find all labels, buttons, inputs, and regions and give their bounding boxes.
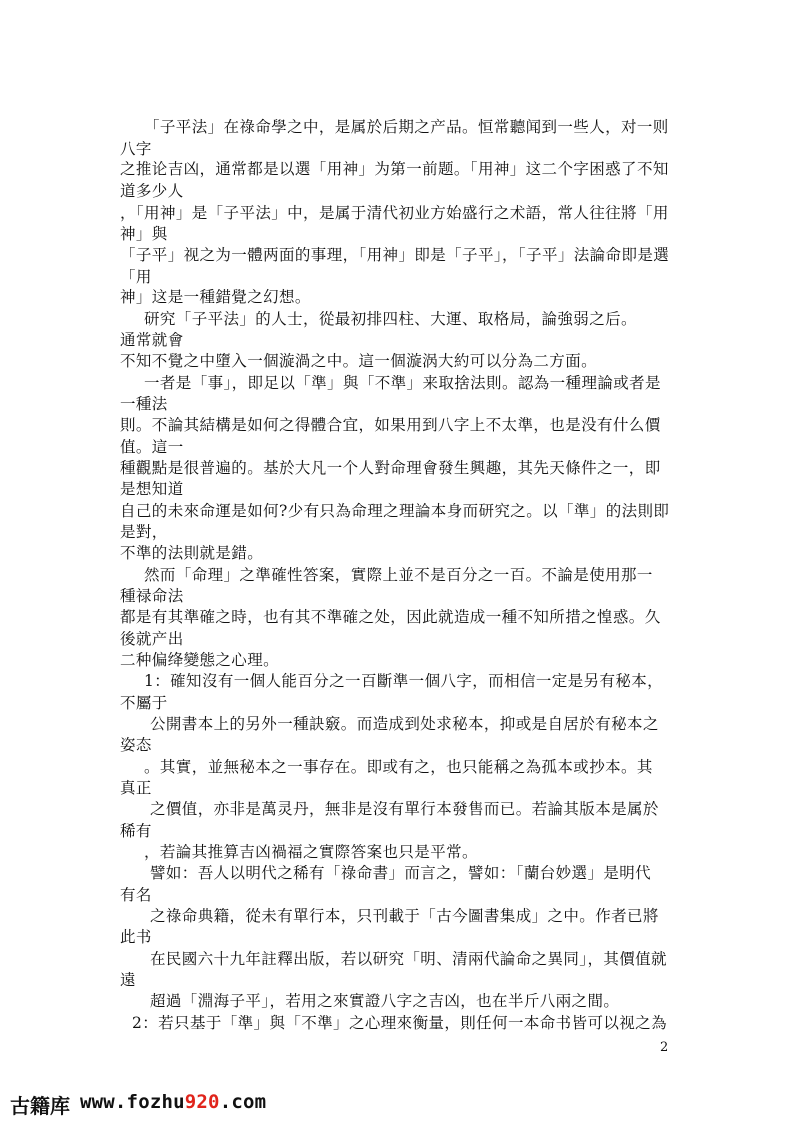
text-line: 「子平法」在祿命學之中，是属於后期之产品。恒常聽闻到一些人，对一则 — [144, 118, 669, 136]
text-line: 一者是「事」，即足以「準」與「不準」来取捨法則。認為一種理論或者是 — [144, 374, 661, 392]
text-line: 之祿命典籍，從未有單行本，只刊載于「古今圖書集成」之中。作者已將 — [150, 907, 659, 925]
text-line: 不屬于 — [120, 694, 168, 712]
text-line: 自己的未來命運是如何?少有只為命理之理論本身而研究之。以「準」的法則即 — [120, 502, 670, 520]
text-line: ，「用神」是「子平法」中，是属于清代初业方始盛行之术語，常人往往將「用 — [120, 204, 669, 222]
text-line: 是想知道 — [120, 480, 184, 498]
text-line: 然而「命理」之準確性答案，實際上並不是百分之一百。不論是使用那一 — [144, 566, 653, 584]
text-line: 1：確知沒有一個人能百分之一百斷準一個八字，而相信一定是另有秘本， — [144, 672, 664, 690]
text-line: 神」與 — [120, 225, 168, 243]
text-line: 二种偏绛變態之心理。 — [120, 651, 280, 669]
text-line: 。其實，並無秘本之一事存在。即或有之，也只能稱之為孤本或抄本。其 — [144, 758, 653, 776]
text-line: 不知不覺之中墮入一個漩渦之中。這一個漩涡大約可以分為二方面。 — [120, 352, 598, 370]
text-line: 有名 — [120, 886, 152, 904]
text-line: 真正 — [120, 779, 152, 797]
url-highlight: 920 — [184, 1091, 220, 1113]
text-line: 超過「淵海子平」，若用之來實證八字之吉凶，也在半斤八兩之間。 — [150, 992, 620, 1010]
text-line: 研究「子平法」的人士，從最初排四柱、大運、取格局，論強弱之后。 — [144, 310, 637, 328]
text-line: 譬如：吾人以明代之稀有「祿命書」而言之，譬如：「蘭台妙選」是明代 — [150, 864, 652, 882]
text-line: 公開書本上的另外一種訣竅。而造成到处求秘本，抑或是自居於有秘本之 — [150, 715, 659, 733]
url-suffix: .com — [219, 1091, 267, 1113]
text-line: 2：若只基于「準」與「不準」之心理來衡量，則任何一本命书皆可以视之為 — [132, 1014, 667, 1032]
text-line: 遠 — [120, 971, 136, 989]
page-number: 2 — [660, 1040, 669, 1055]
text-line: 此书 — [120, 928, 152, 946]
site-url[interactable] — [80, 1091, 266, 1113]
text-line: 之推论吉凶，通常都是以選「用神」为第一前题。「用神」这二个字困惑了不知 — [120, 160, 669, 178]
text-line: 在民國六十九年註釋出版，若以研究「明、清兩代論命之異同」，其價值就 — [150, 950, 667, 968]
text-line: 則。不論其結構是如何之得體合宜，如果用到八字上不太準，也是没有什么價 — [120, 416, 661, 434]
text-line: 八字 — [120, 140, 152, 158]
text-line: 道多少人 — [120, 182, 184, 200]
site-name-logo: 古籍库 — [10, 1094, 70, 1118]
text-line: 稀有 — [120, 822, 152, 840]
text-line: 種觀點是很普遍的。基於大凡一个人對命理會發生興趣，其先天條件之一，即 — [120, 459, 661, 477]
text-line: 神」这是一種錯覺之幻想。 — [120, 288, 311, 306]
text-line: 後就产出 — [120, 630, 184, 648]
text-line: 之價值，亦非是萬灵丹，無非是沒有單行本發售而已。若論其版本是属於 — [150, 800, 659, 818]
text-line: 都是有其準確之時，也有其不準確之处，因此就造成一種不知所措之惶惑。久 — [120, 608, 661, 626]
text-line: 「用 — [120, 268, 152, 286]
text-line: 種禄命法 — [120, 587, 184, 605]
text-line: 不準的法則就是錯。 — [120, 544, 264, 562]
text-line: 值。這一 — [120, 438, 184, 456]
text-line: 一種法 — [120, 395, 168, 413]
text-line: 姿态 — [120, 736, 152, 754]
text-line: 是對， — [120, 523, 168, 541]
text-line: ，若論其推算吉凶禍福之實際答案也只是平常。 — [144, 843, 478, 861]
text-line: 「子平」视之为一體两面的事理，「用神」即是「子平」，「子平」法論命即是選 — [120, 246, 670, 264]
text-line: 通常就會 — [120, 331, 184, 349]
url-prefix: www.fozhu — [80, 1091, 185, 1113]
